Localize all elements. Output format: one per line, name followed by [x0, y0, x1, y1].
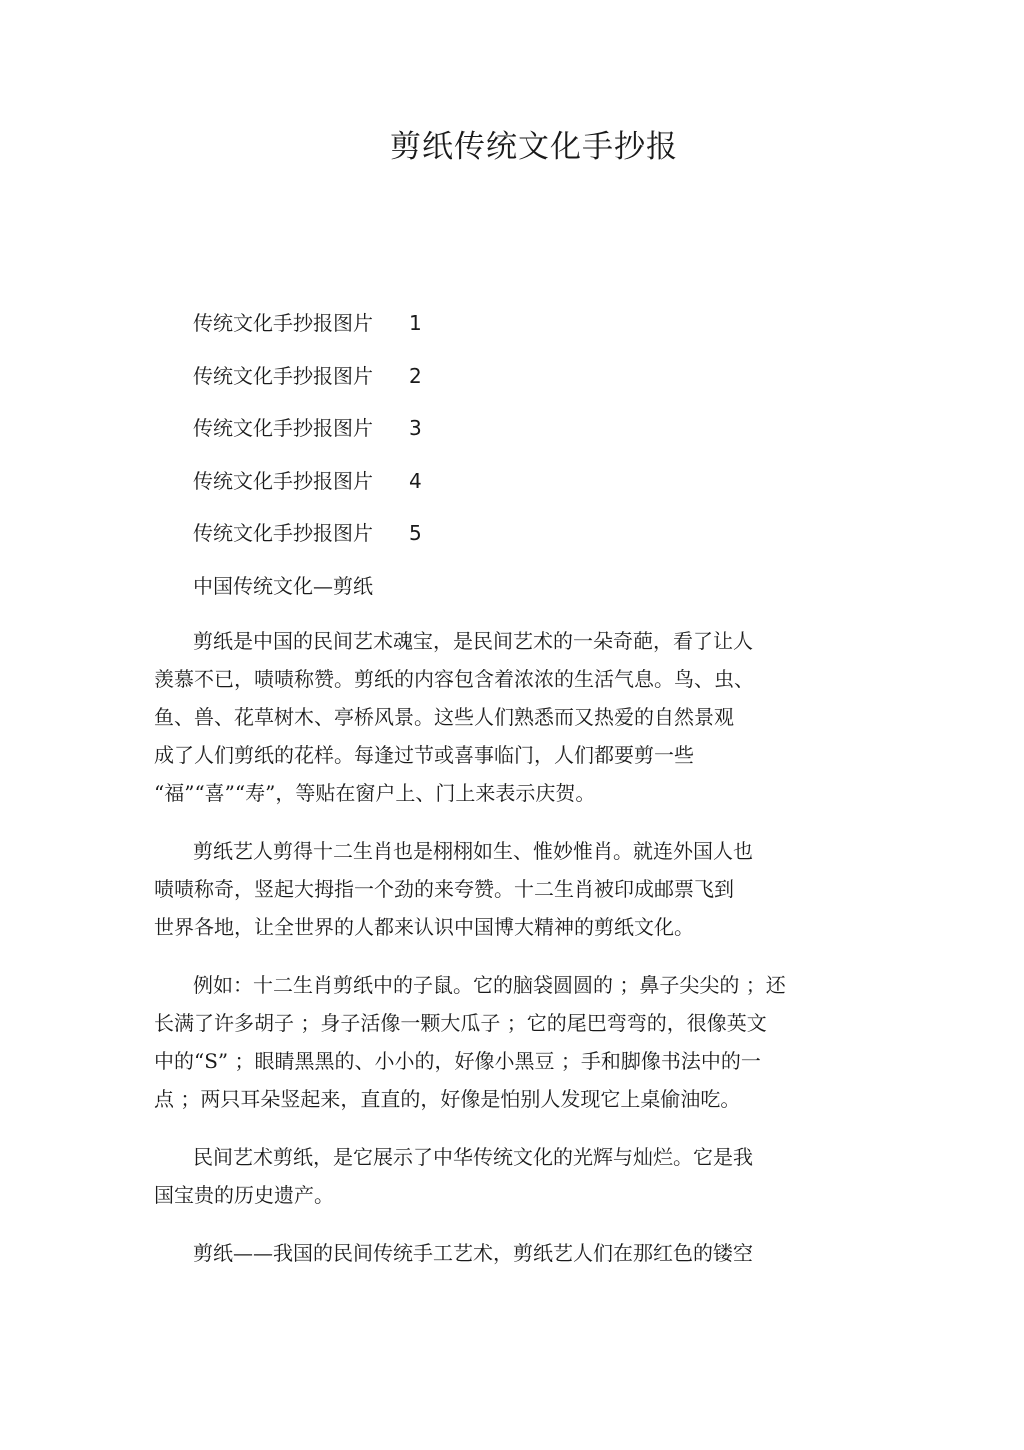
list-item	[193, 515, 833, 568]
list-item	[193, 358, 833, 411]
paragraph	[154, 1234, 834, 1272]
paragraph	[154, 1138, 834, 1214]
text-line: 国宝贵的历史遗产。	[154, 1183, 334, 1207]
list-item-label: 传统文化手抄报图片	[193, 311, 373, 335]
list-item-label: 传统文化手抄报图片	[193, 521, 373, 545]
text-line: 例如：十二生肖剪纸中的子鼠。它的脑袋圆圆的 ；鼻子尖尖的 ；还	[193, 973, 786, 997]
text-line: 啧啧称奇，竖起大拇指一个劲的来夸赞。十二生肖被印成邮票飞到	[154, 877, 734, 901]
list-item	[193, 305, 833, 358]
text-line: 长满了许多胡子 ；身子活像一颗大瓜子 ；它的尾巴弯弯的，很像英文	[154, 1011, 767, 1035]
list-item	[193, 463, 833, 516]
page-title: 剪纸传统文化手抄报	[390, 129, 678, 165]
list-item-number: 2	[409, 363, 422, 388]
paragraph	[154, 622, 834, 812]
text-line: 剪纸是中国的民间艺术魂宝，是民间艺术的一朵奇葩，看了让人	[193, 629, 753, 653]
text-line: 剪纸——我国的民间传统手工艺术，剪纸艺人们在那红色的镂空	[193, 1241, 753, 1265]
article-body	[154, 622, 834, 1292]
text-line: 中的“S” ；眼睛黑黑的、小小的，好像小黑豆 ；手和脚像书法中的一	[154, 1049, 761, 1073]
text-line: 鱼、兽、花草树木、亭桥风景。这些人们熟悉而又热爱的自然景观	[154, 705, 734, 729]
list-item	[193, 410, 833, 463]
text-line: 成了人们剪纸的花样。每逢过节或喜事临门，人们都要剪一些	[154, 743, 694, 767]
text-line: 点 ；两只耳朵竖起来，直直的，好像是怕别人发现它上桌偷油吃。	[154, 1087, 741, 1111]
text-line: 民间艺术剪纸，是它展示了中华传统文化的光辉与灿烂。它是我	[193, 1145, 753, 1169]
list-item-label: 传统文化手抄报图片	[193, 416, 373, 440]
paragraph	[154, 966, 834, 1118]
list-item-label: 传统文化手抄报图片	[193, 363, 373, 388]
list-item-number: 4	[409, 468, 422, 493]
list-item-label: 传统文化手抄报图片	[193, 468, 373, 493]
list-item-number: 5	[409, 521, 422, 545]
paragraph	[154, 832, 834, 946]
text-line: “福”“喜”“寿”，等贴在窗户上、门上来表示庆贺。	[154, 781, 596, 805]
text-line: 世界各地，让全世界的人都来认识中国博大精神的剪纸文化。	[154, 915, 694, 939]
image-list	[193, 305, 833, 568]
text-line: 羡慕不已，啧啧称赞。剪纸的内容包含着浓浓的生活气息。鸟、虫、	[154, 667, 754, 691]
text-line: 剪纸艺人剪得十二生肖也是栩栩如生、惟妙惟肖。就连外国人也	[193, 839, 753, 863]
section-heading: 中国传统文化—剪纸	[193, 574, 373, 598]
list-item-number: 1	[409, 311, 422, 335]
list-item-number: 3	[409, 416, 422, 440]
